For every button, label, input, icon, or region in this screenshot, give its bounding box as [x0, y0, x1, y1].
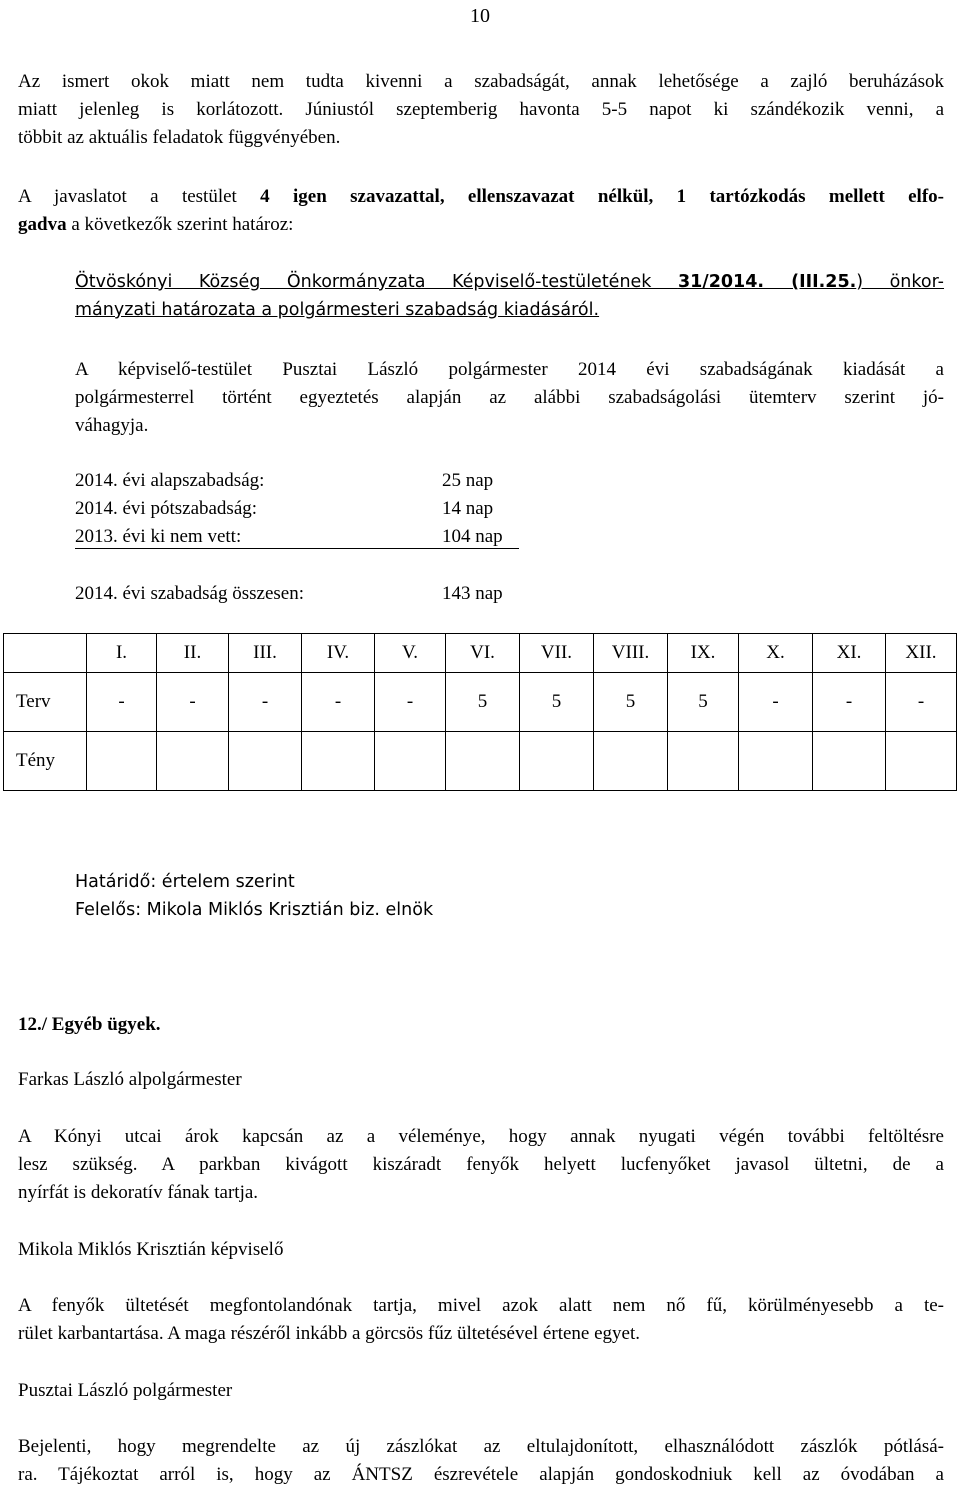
terv-cell: 5 — [446, 673, 520, 732]
row-label: Tény — [4, 732, 87, 791]
teny-cell — [302, 732, 375, 791]
leave-row — [75, 467, 555, 495]
sum-divider — [75, 548, 519, 549]
teny-cell — [375, 732, 446, 791]
intro-paragraph — [18, 68, 944, 152]
teny-cell — [87, 732, 157, 791]
speaker-name: Farkas László alpolgármester — [18, 1069, 242, 1090]
terv-cell: 5 — [520, 673, 594, 732]
statement-line: nyírfát is dekoratív fának tartja. — [18, 1182, 259, 1203]
resolution-title — [75, 268, 944, 324]
leave-total-value: 143 nap — [442, 583, 503, 604]
leave-value: 25 nap — [442, 470, 494, 491]
leave-label: 2014. évi pótszabadság: — [75, 498, 258, 519]
leave-value: 14 nap — [442, 498, 494, 519]
deadline: Határidő: értelem szerint — [75, 872, 295, 892]
teny-cell — [520, 732, 594, 791]
section-title-text: 12./ Egyéb ügyek. — [18, 1014, 161, 1035]
terv-cell: 5 — [594, 673, 668, 732]
terv-cell: 5 — [668, 673, 739, 732]
month-header: IX. — [668, 634, 739, 673]
row-label: Terv — [4, 673, 87, 732]
teny-cell — [446, 732, 520, 791]
resolution-title-line: mányzati határozata a polgármesteri szabadság kiadásáról. — [75, 300, 600, 320]
terv-cell: - — [302, 673, 375, 732]
terv-cell: - — [157, 673, 229, 732]
section-title — [18, 1011, 944, 1039]
month-header: X. — [739, 634, 813, 673]
leave-row — [75, 523, 555, 551]
intro-line: többit az aktuális feladatok függvényében. — [18, 127, 341, 148]
resolution-line: A képviselő-testület Pusztai László polgármester 2014 évi szabadságának kiadását a — [75, 359, 944, 380]
resolution-number: 31/2014. (III.25. — [677, 272, 857, 292]
table-row-terv — [4, 673, 957, 732]
teny-cell — [739, 732, 813, 791]
statement-line: A fenyők ültetését megfontolandónak tartja, mivel azok alatt nem nő fű, körülményesebb a te- — [18, 1295, 944, 1316]
statement-line: Bejelenti, hogy megrendelte az új zászlókat az eltulajdonított, elhasználódott zászlók pótlásá- — [18, 1436, 944, 1457]
speaker-statement — [18, 1123, 944, 1207]
intro-line: miatt jelenleg is korlátozott. Júniustól szeptemberig havonta 5-5 napot ki szándékozik venni, a — [18, 99, 944, 120]
terv-cell: - — [87, 673, 157, 732]
table-row-teny — [4, 732, 957, 791]
month-header: II. — [157, 634, 229, 673]
terv-cell: - — [375, 673, 446, 732]
resolution-title-part: Ötvöskónyi Község Önkormányzata Képviselő-testületének — [75, 272, 678, 292]
teny-cell — [886, 732, 957, 791]
responsible: Felelős: Mikola Miklós Krisztián biz. elnök — [75, 900, 434, 920]
intro-line: Az ismert okok miatt nem tudta kivenni a szabadságát, annak lehetősége a zajló beruházások — [18, 71, 944, 92]
vote-result: 4 igen szavazattal, ellenszavazat nélkül, 1 tartózkodás mellett elfo- — [260, 186, 944, 207]
vote-result-end: gadva — [18, 214, 67, 235]
speaker-statement — [18, 1292, 944, 1348]
leave-value: 104 nap — [442, 526, 503, 547]
vote-prefix: A javaslatot a testület — [18, 186, 261, 207]
leave-label: 2013. évi ki nem vett: — [75, 526, 242, 547]
terv-cell: - — [813, 673, 886, 732]
speaker-statement — [18, 1433, 944, 1489]
teny-cell — [668, 732, 739, 791]
resolution-title-part: ) önkor- — [856, 272, 945, 292]
month-header: VIII. — [594, 634, 668, 673]
statement-line: lesz szükség. A parkban kivágott kiszáradt fenyők helyett lucfenyőket javasol ültetni, de a — [18, 1154, 944, 1175]
speaker-name: Mikola Miklós Krisztián képviselő — [18, 1239, 284, 1260]
statement-line: ra. Tájékoztat arról is, hogy az ÁNTSZ észrevétele alapján gondoskodniuk kell az óvodában a — [18, 1464, 944, 1485]
statement-line: rület karbantartása. A maga részéről inkább a görcsös fűz ültetésével értene egyet. — [18, 1323, 640, 1344]
leave-total-label: 2014. évi szabadság összesen: — [75, 583, 304, 604]
terv-cell: - — [886, 673, 957, 732]
resolution-line: polgármesterrel történt egyeztetés alapján az alábbi szabadságolási ütemterv szerint jó- — [75, 387, 944, 408]
statement-line: A Kónyi utcai árok kapcsán az a véleménye, hogy annak nyugati végén további feltöltésre — [18, 1126, 944, 1147]
terv-cell: - — [739, 673, 813, 732]
teny-cell — [229, 732, 302, 791]
header-cell-empty — [4, 634, 87, 673]
month-header: XII. — [886, 634, 957, 673]
teny-cell — [813, 732, 886, 791]
teny-cell — [594, 732, 668, 791]
month-header: VI. — [446, 634, 520, 673]
resolution-body — [75, 356, 944, 440]
page-number: 10 — [470, 5, 490, 27]
leave-label: 2014. évi alapszabadság: — [75, 470, 265, 491]
month-header: VII. — [520, 634, 594, 673]
month-header: IV. — [302, 634, 375, 673]
teny-cell — [157, 732, 229, 791]
deadline-block — [75, 868, 944, 924]
resolution-line: váhagyja. — [75, 415, 149, 436]
terv-cell: - — [229, 673, 302, 732]
vote-suffix: a következők szerint határoz: — [66, 214, 294, 235]
leave-schedule-table — [3, 633, 957, 791]
month-header: I. — [87, 634, 157, 673]
leave-total-row — [75, 580, 555, 608]
vote-paragraph — [18, 183, 944, 239]
month-header: III. — [229, 634, 302, 673]
month-header: V. — [375, 634, 446, 673]
speaker-name: Pusztai László polgármester — [18, 1380, 233, 1401]
table-header-row — [4, 634, 957, 673]
leave-row — [75, 495, 555, 523]
month-header: XI. — [813, 634, 886, 673]
